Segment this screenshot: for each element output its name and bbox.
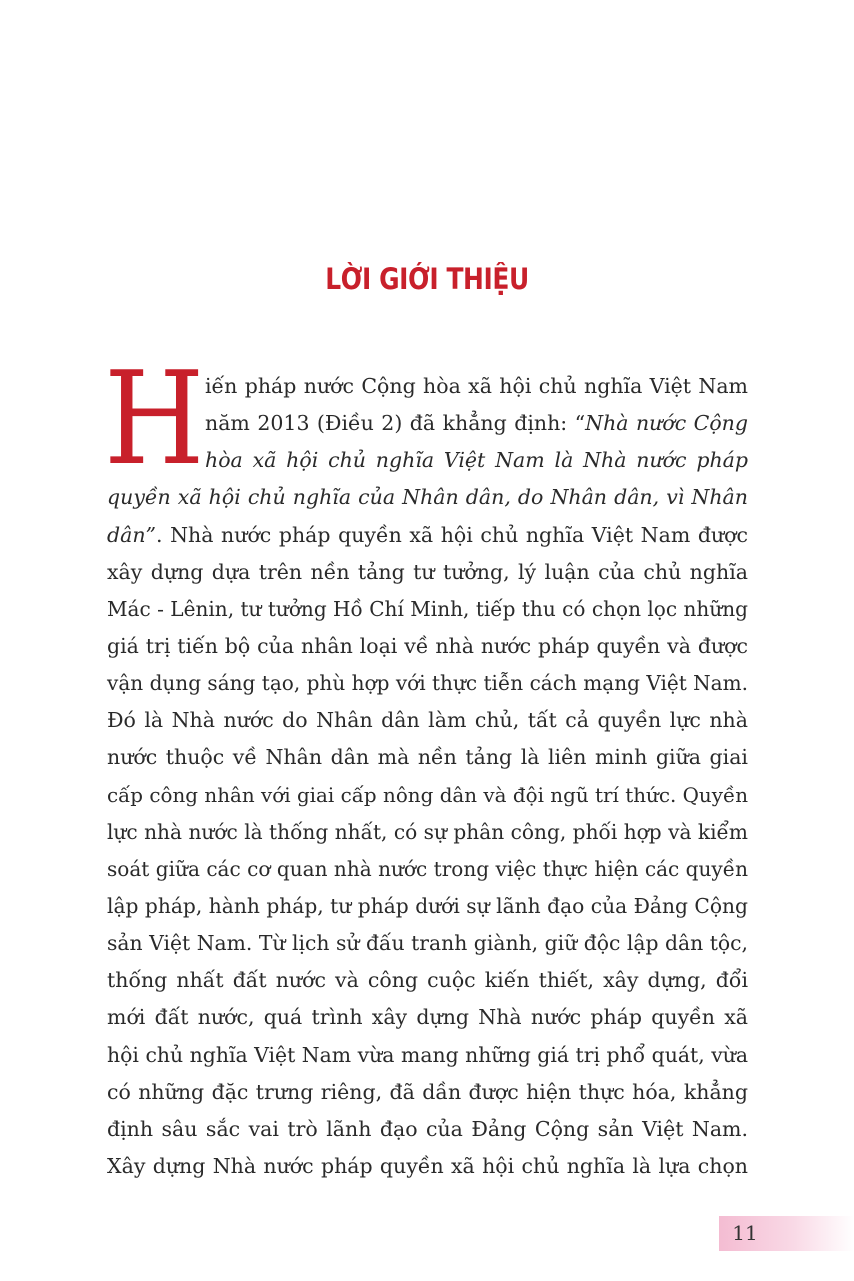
text-line <box>107 702 748 739</box>
text-run: sản Việt Nam. Từ lịch sử đấu tranh giành, giữ độc lập dân tộc, <box>107 931 748 956</box>
page-title: LỜI GIỚI THIỆU <box>325 262 529 296</box>
text-line <box>107 554 748 591</box>
text-line <box>107 479 748 516</box>
text-line <box>107 1148 748 1185</box>
quoted-text: hòa xã hội chủ nghĩa Việt Nam là Nhà nước pháp <box>205 448 748 473</box>
text-run: nước thuộc về Nhân dân mà nền tảng là liên minh giữa giai <box>107 745 748 770</box>
text-line <box>107 888 748 925</box>
text-run: lực nhà nước là thống nhất, có sự phân công, phối hợp và kiểm <box>107 819 748 844</box>
text-line <box>107 665 748 702</box>
text-run: iến pháp nước Cộng hòa xã hội chủ nghĩa Việt Nam <box>205 374 748 398</box>
text-line <box>107 962 748 999</box>
text-line <box>107 851 748 888</box>
drop-cap: H <box>104 345 205 494</box>
text-line <box>107 442 748 479</box>
text-run: vận dụng sáng tạo, phù hợp với thực tiễn cách mạng Việt Nam. <box>107 671 748 696</box>
text-line <box>107 1037 748 1074</box>
quoted-text: dân” <box>107 522 157 547</box>
text-line <box>107 999 748 1036</box>
page-number-badge <box>719 1216 854 1251</box>
text-line <box>107 1111 748 1148</box>
text-line <box>107 925 748 962</box>
text-run: soát giữa các cơ quan nhà nước trong việc thực hiện các quyền <box>107 856 748 881</box>
text-run: định sâu sắc vai trò lãnh đạo của Đảng Cộng sản Việt Nam. <box>107 1116 748 1141</box>
page-number: 11 <box>732 1221 758 1245</box>
text-run: cấp công nhân với giai cấp nông dân và đội ngũ trí thức. Quyền <box>107 783 748 807</box>
text-run: Đó là Nhà nước do Nhân dân làm chủ, tất cả quyền lực nhà <box>107 708 748 733</box>
text-line <box>107 777 748 814</box>
text-line <box>107 405 748 442</box>
text-run: năm 2013 (Điều 2) đã khẳng định: “ <box>205 411 586 436</box>
text-line <box>107 591 748 628</box>
text-run: mới đất nước, quá trình xây dựng Nhà nước pháp quyền xã <box>107 1005 748 1030</box>
quoted-text: Nhà nước Cộng <box>585 411 748 436</box>
text-line <box>107 1074 748 1111</box>
text-run: giá trị tiến bộ của nhân loại về nhà nước pháp quyền và được <box>107 633 748 658</box>
text-run: thống nhất đất nước và công cuộc kiến thiết, xây dựng, đổi <box>107 968 748 993</box>
text-run: có những đặc trưng riêng, đã dần được hiện thực hóa, khẳng <box>107 1079 748 1104</box>
body-paragraph <box>107 368 748 1185</box>
text-run: hội chủ nghĩa Việt Nam vừa mang những giá trị phổ quát, vừa <box>107 1042 748 1067</box>
text-line <box>107 739 748 776</box>
text-line <box>107 517 748 554</box>
text-line <box>107 814 748 851</box>
text-run: . Nhà nước pháp quyền xã hội chủ nghĩa Việt Nam được <box>156 522 748 547</box>
text-line <box>107 628 748 665</box>
text-run: Mác - Lênin, tư tưởng Hồ Chí Minh, tiếp thu có chọn lọc những <box>107 596 748 621</box>
text-run: xây dựng dựa trên nền tảng tư tưởng, lý luận của chủ nghĩa <box>107 559 748 584</box>
text-run: lập pháp, hành pháp, tư pháp dưới sự lãnh đạo của Đảng Cộng <box>107 893 748 918</box>
text-line <box>107 368 748 405</box>
text-run: Xây dựng Nhà nước pháp quyền xã hội chủ nghĩa là lựa chọn <box>107 1153 748 1178</box>
quoted-text: quyền xã hội chủ nghĩa của Nhân dân, do Nhân dân, vì Nhân <box>107 485 748 510</box>
